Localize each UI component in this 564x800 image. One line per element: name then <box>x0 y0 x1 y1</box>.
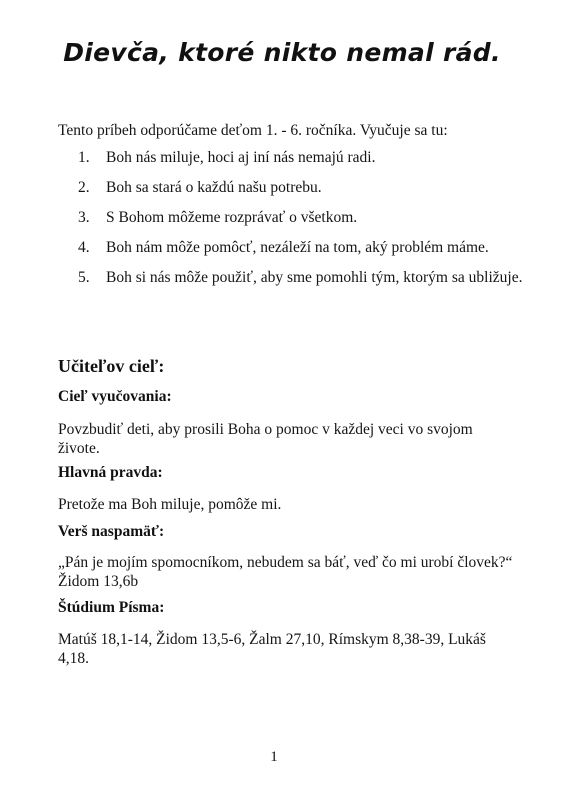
main-truth-heading: Hlavná pravda: <box>58 464 163 481</box>
teaching-goal-heading: Cieľ vyučovania: <box>58 388 172 405</box>
memory-verse-heading: Verš naspamäť: <box>58 523 165 540</box>
teacher-goal-heading: Učiteľov cieľ: <box>58 356 165 376</box>
list-item <box>58 208 528 227</box>
page-number: 1 <box>270 749 278 765</box>
list-item-number: 5. <box>78 269 90 286</box>
list-item <box>58 268 528 287</box>
list-item-text: S Bohom môžeme rozprávať o všetkom. <box>106 209 358 226</box>
page-title: Dievča, ktoré nikto nemal rád. <box>63 38 501 67</box>
scripture-study-heading: Štúdium Písma: <box>58 599 165 616</box>
teaching-goal-text: Povzbudiť deti, aby prosili Boha o pomoc v každej veci vo svojom živote. <box>58 421 473 457</box>
list-item <box>58 178 528 197</box>
list-item-number: 4. <box>78 239 90 256</box>
list-item-number: 3. <box>78 209 90 226</box>
list-item-number: 1. <box>78 149 90 166</box>
list-item-number: 2. <box>78 179 90 196</box>
scripture-study-text: Matúš 18,1-14, Židom 13,5-6, Žalm 27,10, Rímskym 8,38-39, Lukáš 4,18. <box>58 631 486 667</box>
list-item-text: Boh si nás môže použiť, aby sme pomohli tým, ktorým sa ubližuje. <box>106 269 523 286</box>
list-item-text: Boh sa stará o každú našu potrebu. <box>106 179 322 196</box>
lesson-list <box>58 148 528 298</box>
list-item <box>58 148 528 167</box>
intro-text: Tento príbeh odporúčame deťom 1. - 6. ročníka. Vyučuje sa tu: <box>58 122 448 139</box>
list-item-text: Boh nám môže pomôcť, nezáleží na tom, aký problém máme. <box>106 239 489 256</box>
memory-verse-text: „Pán je mojím spomocníkom, nebudem sa báť, veď čo mi urobí človek?“ Židom 13,6b <box>58 554 513 590</box>
main-truth-text: Pretože ma Boh miluje, pomôže mi. <box>58 496 282 513</box>
list-item-text: Boh nás miluje, hoci aj iní nás nemajú radi. <box>106 149 376 166</box>
list-item <box>58 238 528 257</box>
